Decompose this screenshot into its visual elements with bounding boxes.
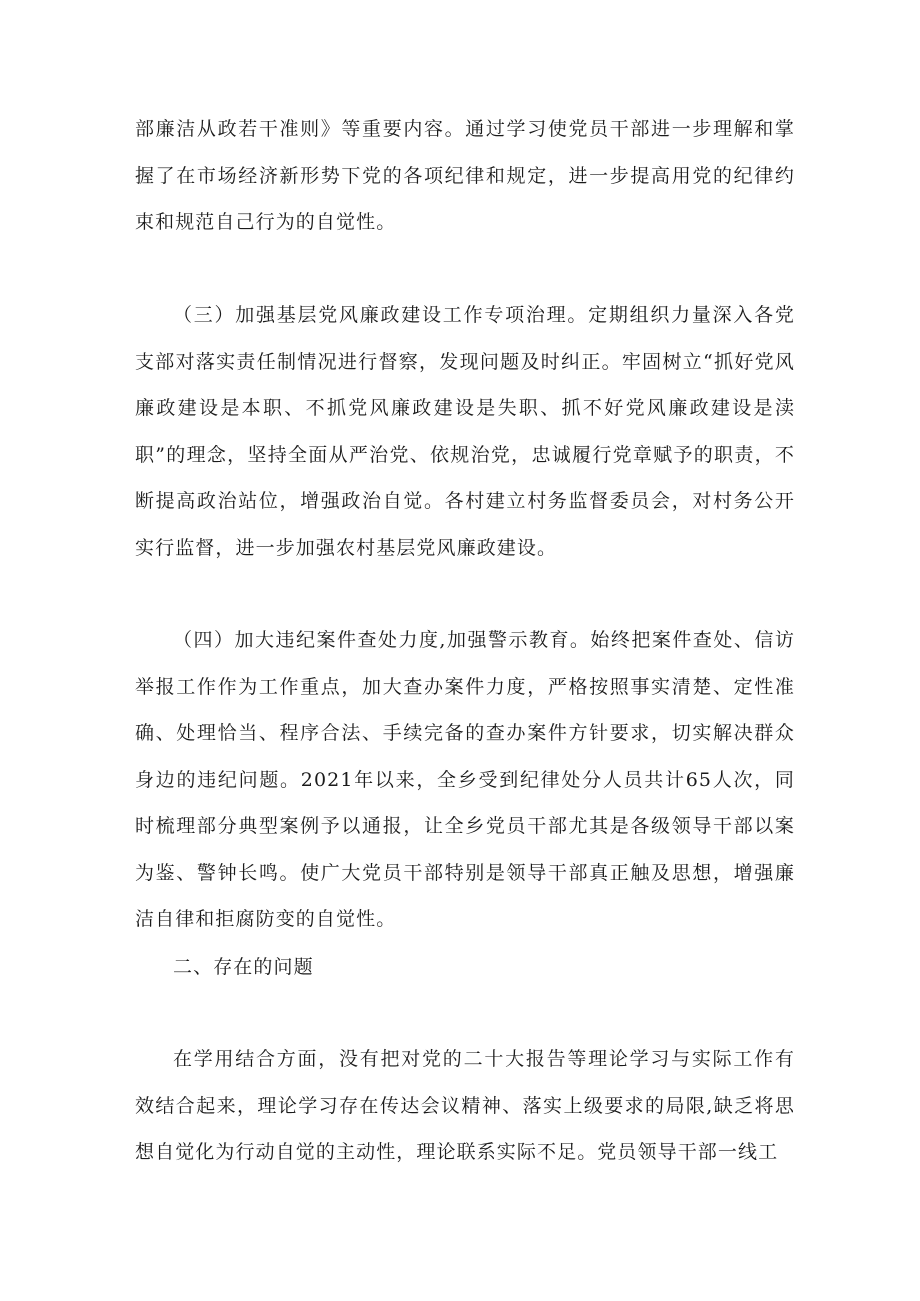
paragraph-continuation: 部廉洁从政若干准则》等重要内容。通过学习使党员干部进一步理解和掌握了在市场经济新形势下党的各项纪律和规定，进一步提高用党的纪律约束和规范自己行为的自觉性。 [135,118,795,233]
section-heading: 二、存在的问题 [173,956,314,978]
paragraph-section-three: （三）加强基层党风廉政建设工作专项治理。定期组织力量深入各党支部对落实责任制情况进行督察，发现问题及时纠正。牢固树立“抓好党风廉政建设是本职、不抓党风廉政建设是失职、抓不好党风廉政建设是渎职”的理念，坚持全面从严治党、依规治党，忠诚履行党章赋予的职责，不断提高政治站位，增强政治自觉。各村建立村务监督委员会，对村务公开实行监督，进一步加强农村基层党风廉政建设。 [135,304,795,559]
paragraph-section-four: （四）加大违纪案件查处力度,加强警示教育。始终把案件查处、信访举报工作作为工作重点，加大查办案件力度，严格按照事实清楚、定性准确、处理恰当、程序合法、手续完备的查办案件方针要求，切实解决群众身边的违纪问题。2021年以来，全乡受到纪律处分人员共计65人次，同时梳理部分典型案例予以通报，让全乡党员干部尤其是各级领导干部以案为鉴、警钟长鸣。使广大党员干部特别是领导干部真正触及思想，增强廉洁自律和拒腐防变的自觉性。 [135,629,795,930]
paragraph-problems: 在学用结合方面，没有把对党的二十大报告等理论学习与实际工作有效结合起来，理论学习存在传达会议精神、落实上级要求的局限,缺乏将思想自觉化为行动自觉的主动性，理论联系实际不足。党员领导干部一线工 [135,1048,795,1163]
